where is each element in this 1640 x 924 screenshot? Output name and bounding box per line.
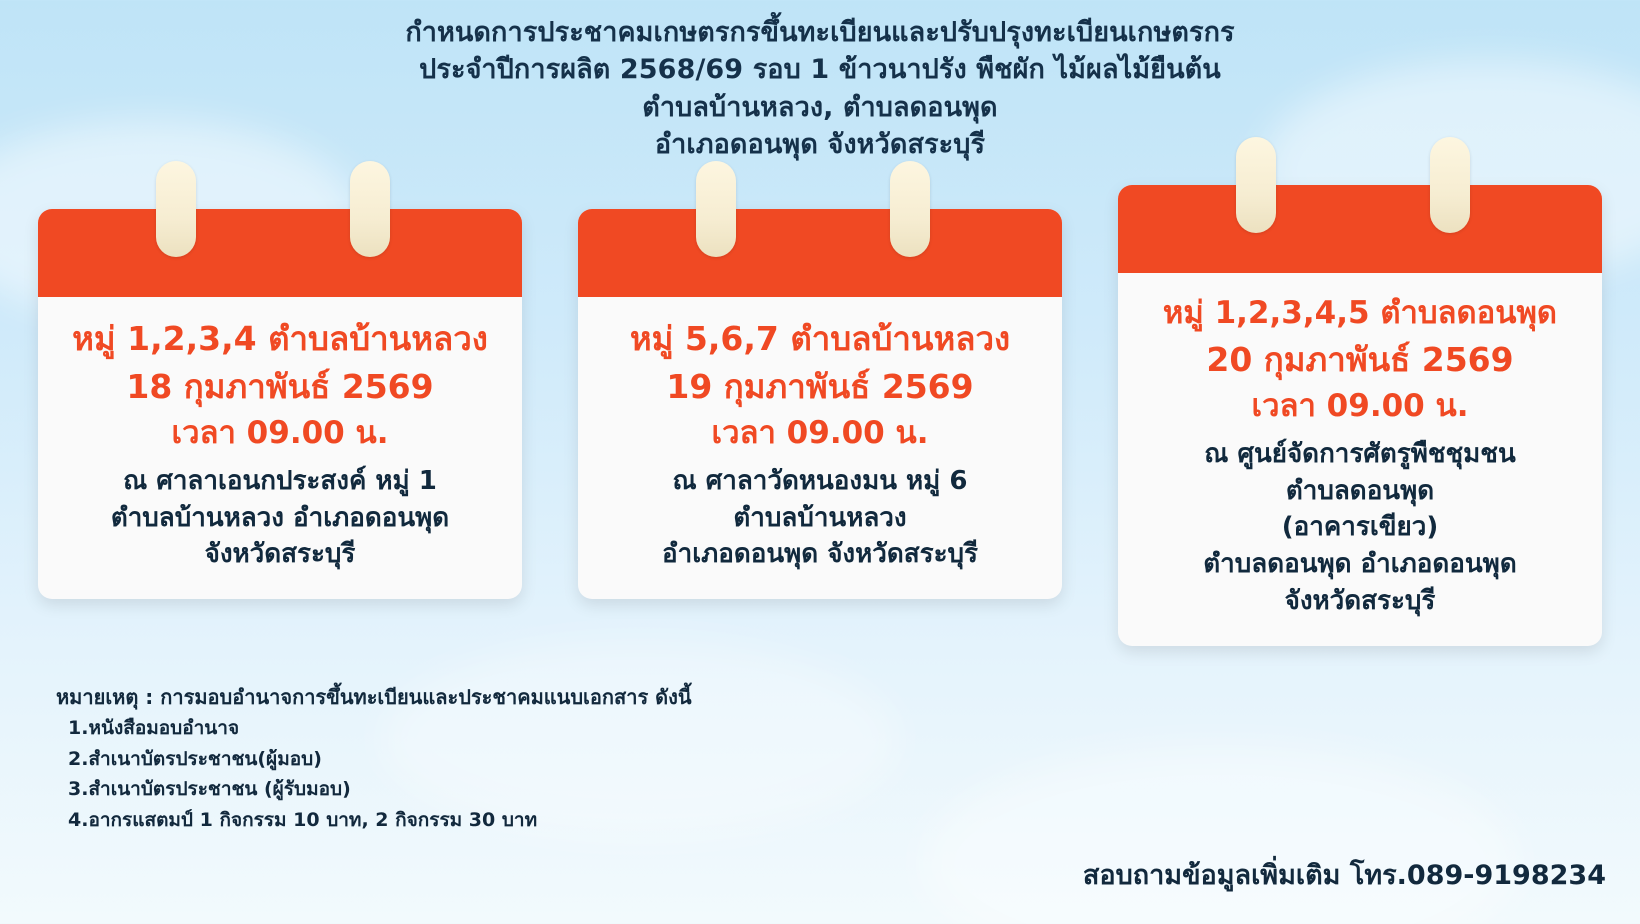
notes-title: หมายเหตุ : การมอบอำนาจการขึ้นทะเบียนและประชาคมแนบเอกสาร ดังนี้ — [56, 684, 692, 709]
card-venue-line: ตำบลบ้านหลวง — [733, 502, 907, 533]
card-title: หมู่ 1,2,3,4,5 ตำบลดอนพุด — [1162, 295, 1558, 331]
notes-item: 4.อากรแสตมป์ 1 กิจกรรม 10 บาท, 2 กิจกรรม 30 บาท — [68, 809, 538, 832]
schedule-card-2-wrapper — [578, 209, 1062, 599]
card-venue-line: ตำบลดอนพุด อำเภอดอนพุด — [1203, 549, 1517, 580]
card-body — [578, 297, 1062, 599]
card-date: 19 กุมภาพันธ์ 2569 — [666, 367, 974, 407]
card-venue — [1132, 436, 1588, 621]
notes-item: 2.สำเนาบัตรประชาชน(ผู้มอบ) — [68, 747, 322, 770]
schedule-card-list — [0, 209, 1640, 646]
binder-ring-icon — [350, 161, 390, 257]
card-date: 18 กุมภาพันธ์ 2569 — [126, 367, 434, 407]
card-venue-line: จังหวัดสระบุรี — [204, 539, 356, 570]
card-venue-line: ตำบลดอนพุด — [1285, 475, 1435, 506]
card-title: หมู่ 1,2,3,4 ตำบลบ้านหลวง — [72, 319, 488, 358]
schedule-card — [1118, 185, 1602, 646]
poster-header — [0, 0, 1640, 163]
card-header-band — [1118, 185, 1602, 273]
card-venue — [592, 463, 1048, 574]
card-time: เวลา 09.00 น. — [711, 415, 929, 452]
binder-ring-icon — [890, 161, 930, 257]
card-venue — [52, 463, 508, 574]
card-body — [38, 297, 522, 599]
notes-item: 3.สำเนาบัตรประชาชน (ผู้รับมอบ) — [68, 778, 351, 801]
binder-ring-icon — [1236, 137, 1276, 233]
card-time: เวลา 09.00 น. — [171, 415, 389, 452]
schedule-card — [578, 209, 1062, 599]
card-time: เวลา 09.00 น. — [1251, 388, 1469, 425]
card-body — [1118, 273, 1602, 646]
header-line-3: ตำบลบ้านหลวง, ตำบลดอนพุด — [642, 91, 998, 123]
card-title: หมู่ 5,6,7 ตำบลบ้านหลวง — [629, 319, 1011, 358]
notes-item: 1.หนังสือมอบอำนาจ — [68, 716, 240, 739]
header-line-4: อำเภอดอนพุด จังหวัดสระบุรี — [654, 128, 986, 160]
card-date: 20 กุมภาพันธ์ 2569 — [1206, 340, 1514, 380]
card-header-band — [38, 209, 522, 297]
binder-ring-icon — [696, 161, 736, 257]
card-venue-line: ณ ศาลาเอนกประสงค์ หมู่ 1 — [123, 465, 437, 496]
card-header-band — [578, 209, 1062, 297]
contact-info: สอบถามข้อมูลเพิ่มเติม โทร.089-9198234 — [1082, 860, 1606, 891]
card-venue-line: (อาคารเขียว) — [1281, 512, 1439, 543]
schedule-card — [38, 209, 522, 599]
schedule-card-1-wrapper — [38, 209, 522, 599]
background-cloud — [920, 744, 1520, 924]
schedule-card-3-wrapper — [1118, 185, 1602, 646]
card-venue-line: ณ ศาลาวัดหนองมน หมู่ 6 — [672, 465, 968, 496]
notes-block — [56, 681, 692, 836]
card-venue-line: จังหวัดสระบุรี — [1284, 586, 1436, 617]
binder-ring-icon — [156, 161, 196, 257]
card-venue-line: ณ ศูนย์จัดการศัตรูพืชชุมชน — [1204, 438, 1516, 469]
card-venue-line: อำเภอดอนพุด จังหวัดสระบุรี — [661, 539, 979, 570]
header-line-1: กำหนดการประชาคมเกษตรกรขึ้นทะเบียนและปรับปรุงทะเบียนเกษตรกร — [405, 17, 1235, 48]
header-line-2: ประจำปีการผลิต 2568/69 รอบ 1 ข้าวนาปรัง พืชผัก ไม้ผลไม้ยืนต้น — [419, 54, 1221, 86]
binder-ring-icon — [1430, 137, 1470, 233]
card-venue-line: ตำบลบ้านหลวง อำเภอดอนพุด — [110, 502, 450, 533]
